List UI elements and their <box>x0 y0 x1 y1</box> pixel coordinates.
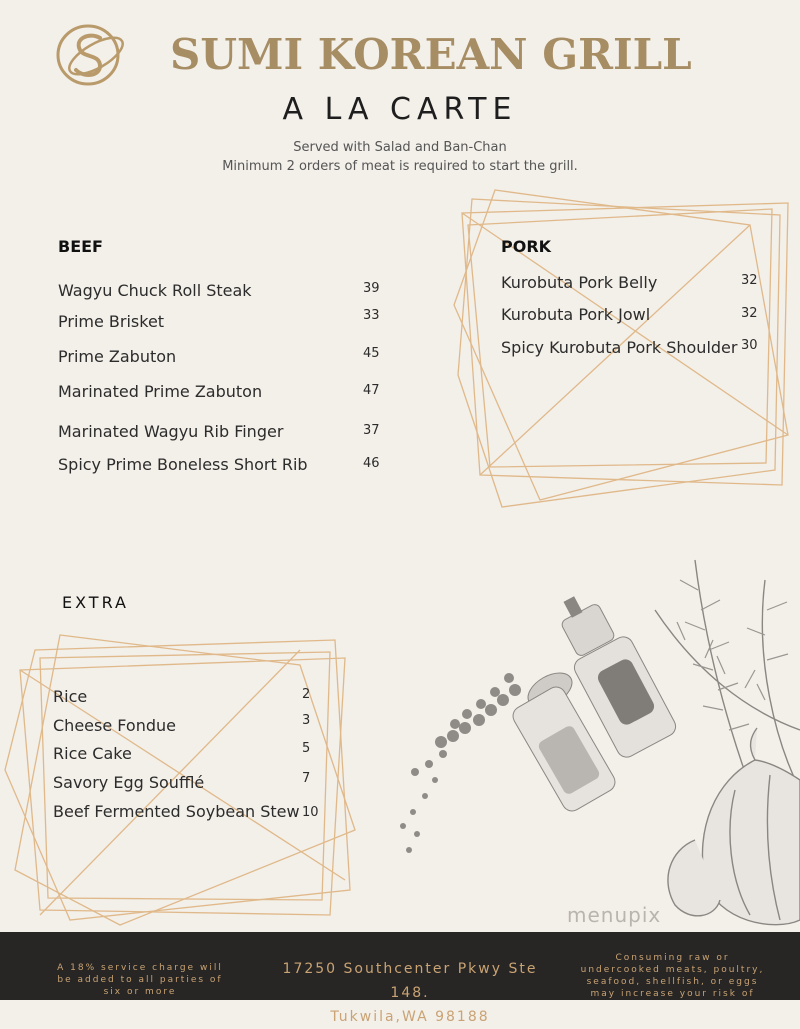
service-line: be added to all parties of <box>57 975 223 985</box>
extra-item-price: 2 <box>302 687 311 702</box>
pork-item-price: 32 <box>741 273 758 288</box>
restaurant-name: SUMI KOREAN GRILL <box>170 30 692 79</box>
extra-title: EXTRA <box>62 593 129 612</box>
watermark-text: menupix <box>567 903 662 927</box>
pork-item-price: 30 <box>741 338 758 353</box>
extra-item-name: Rice Cake <box>53 744 132 763</box>
warning-line: seafood, shellfish, or eggs <box>586 977 759 987</box>
service-line: A 18% service charge will <box>57 963 223 973</box>
extra-item-name: Savory Egg Soufflé <box>53 773 205 792</box>
warning-line: undercooked meats, poultry, <box>580 965 765 975</box>
warning-line: may increase your risk of <box>590 989 755 999</box>
beef-title: BEEF <box>58 237 103 256</box>
pork-item-price: 32 <box>741 306 758 321</box>
menu-subtitle: A LA CARTE <box>282 92 518 127</box>
pork-item-name: Kurobuta Pork Belly <box>501 273 658 292</box>
beef-item-name: Prime Brisket <box>58 312 165 331</box>
beef-item-price: 37 <box>363 423 380 438</box>
extra-item-name: Rice <box>53 687 88 706</box>
beef-item-name: Prime Zabuton <box>58 347 177 366</box>
beef-item-name: Wagyu Chuck Roll Steak <box>58 281 252 300</box>
beef-item-name: Marinated Wagyu Rib Finger <box>58 422 284 441</box>
beef-item-name: Spicy Prime Boneless Short Rib <box>58 455 308 474</box>
pork-title: PORK <box>501 237 552 256</box>
spice-illustration <box>395 550 800 932</box>
beef-item-price: 45 <box>363 346 380 361</box>
service-line: six or more <box>103 987 177 997</box>
address-line: Tukwila,WA 98188 <box>330 1009 490 1025</box>
pork-item-name: Kurobuta Pork Jowl <box>501 305 651 324</box>
extra-item-price: 10 <box>302 805 319 820</box>
extra-item-price: 7 <box>302 771 311 786</box>
logo-icon <box>50 22 130 88</box>
extra-item-price: 3 <box>302 713 311 728</box>
warning-line: Consuming raw or <box>615 953 730 963</box>
beef-item-price: 39 <box>363 281 380 296</box>
rosemary-icon <box>695 560 755 800</box>
serving-note: Served with Salad and Ban-Chan <box>293 140 507 155</box>
beef-item-name: Marinated Prime Zabuton <box>58 382 263 401</box>
beef-item-price: 33 <box>363 308 380 323</box>
beef-item-price: 46 <box>363 456 380 471</box>
extra-item-price: 5 <box>302 741 311 756</box>
beef-item-price: 47 <box>363 383 380 398</box>
minimum-order-note: Minimum 2 orders of meat is required to start the grill. <box>222 159 578 174</box>
garlic-icon <box>668 728 800 925</box>
service-charge-note <box>40 962 240 998</box>
address-line: 17250 Southcenter Pkwy Ste 148. <box>282 961 538 1001</box>
extra-item-name: Cheese Fondue <box>53 716 176 735</box>
address <box>260 957 560 1029</box>
pork-item-name: Spicy Kurobuta Pork Shoulder <box>501 338 738 357</box>
peppercorns-icon <box>400 673 521 853</box>
food-safety-warning <box>565 952 780 1000</box>
extra-item-name: Beef Fermented Soybean Stew <box>53 802 300 821</box>
